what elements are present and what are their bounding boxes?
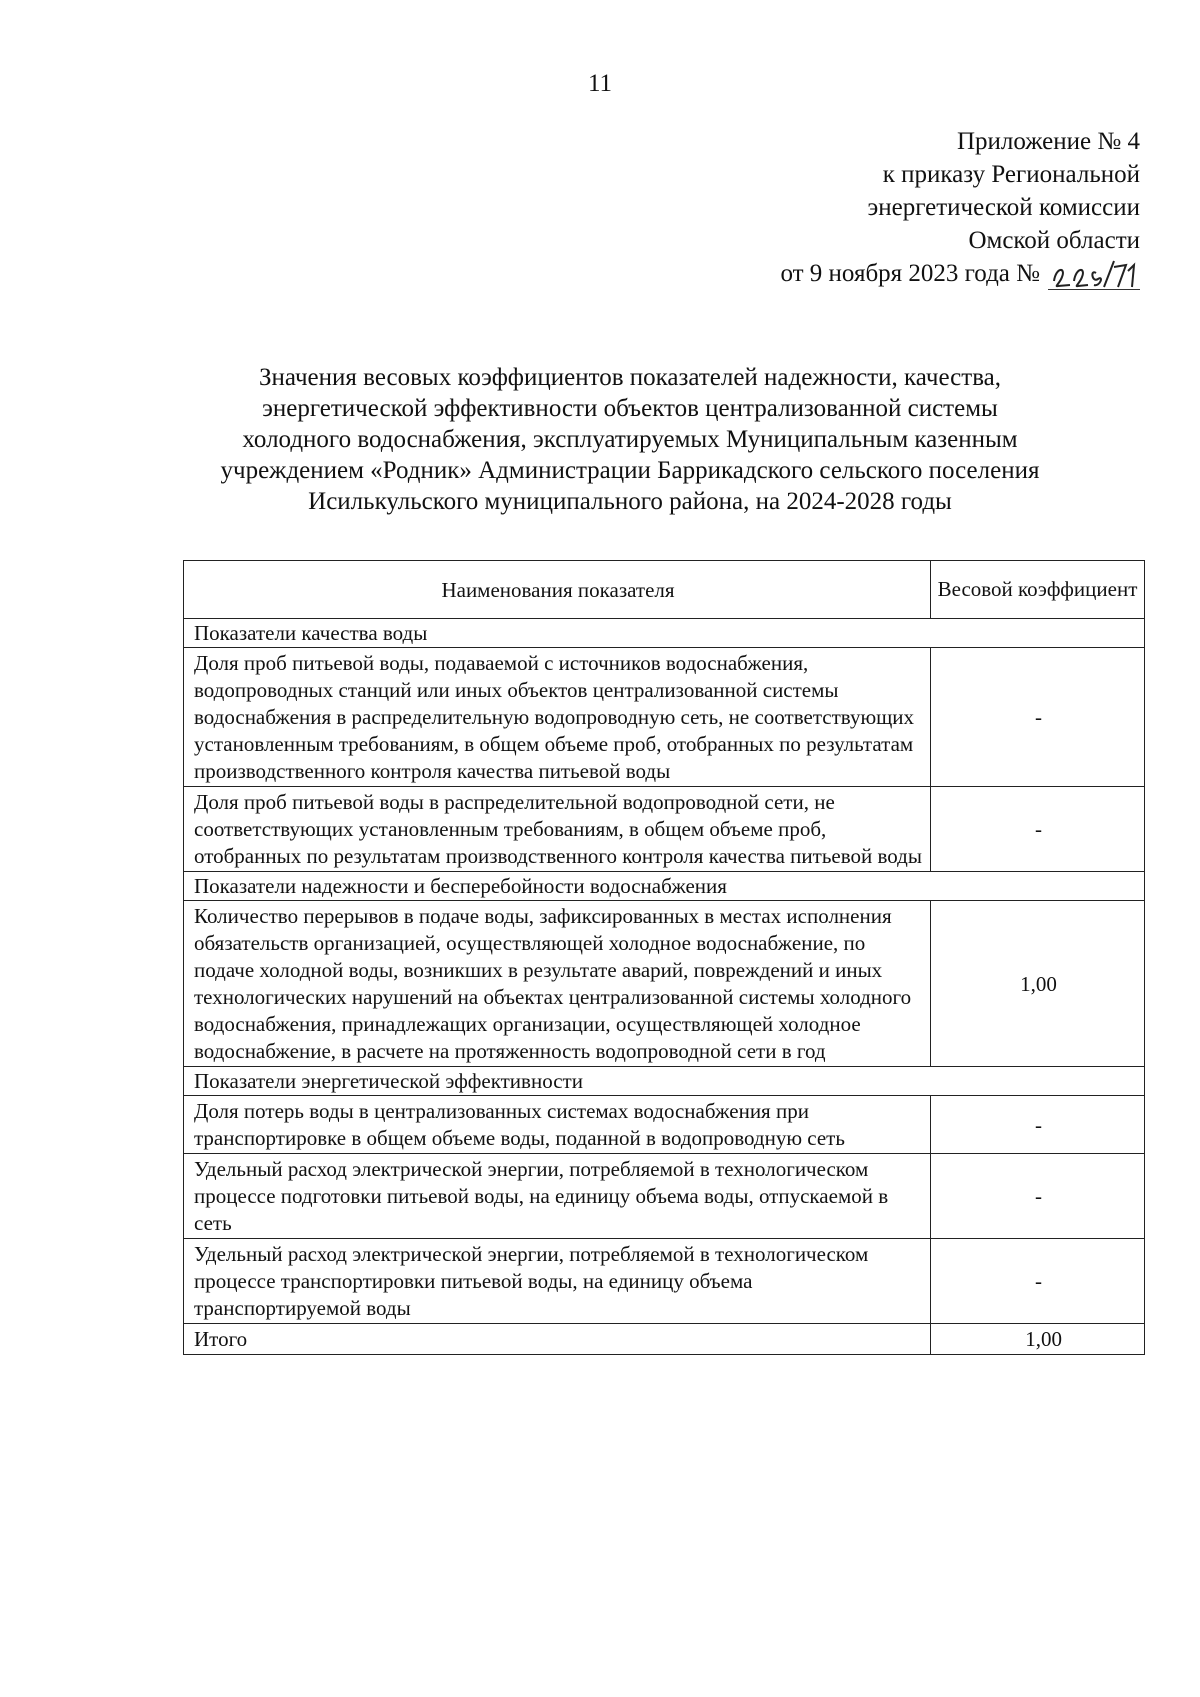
appendix-title: Приложение № 4	[956, 128, 1140, 155]
table-header-row	[184, 561, 1145, 619]
table-row	[184, 1096, 1145, 1154]
total-weight: 1,00	[931, 1324, 1145, 1355]
indicator-weight: -	[931, 1239, 1145, 1324]
document-title-line: холодного водоснабжения, эксплуатируемых Муниципальным казенным	[242, 426, 1018, 453]
appendix-order-date: от 9 ноября 2023 года №	[780, 260, 1040, 287]
section-title-reliability: Показатели надежности и бесперебойности водоснабжения	[184, 872, 1145, 901]
table-row	[184, 787, 1145, 872]
appendix-region: Омской области	[968, 227, 1140, 254]
total-label: Итого	[184, 1324, 931, 1355]
appendix-commission: энергетической комиссии	[867, 194, 1140, 221]
indicator-weight: -	[931, 648, 1145, 787]
indicator-weight: -	[931, 1096, 1145, 1154]
indicator-weight: -	[931, 1154, 1145, 1239]
section-row	[184, 1067, 1145, 1096]
header-weight: Весовой коэффициент	[931, 561, 1145, 619]
handwritten-order-number	[1048, 259, 1140, 290]
appendix-order-ref: к приказу Региональной	[882, 161, 1140, 188]
document-title-line: Значения весовых коэффициентов показателей надежности, качества,	[258, 364, 1002, 391]
total-row	[184, 1324, 1145, 1355]
indicator-weight: -	[931, 787, 1145, 872]
handwritten-order-number-icon	[1048, 257, 1140, 291]
document-title-line: учреждением «Родник» Администрации Баррикадского сельского поселения	[220, 457, 1040, 484]
indicator-name: Доля потерь воды в централизованных системах водоснабжения при транспортировке в общем объеме воды, поданной в водопроводную сеть	[184, 1096, 931, 1154]
indicator-name: Удельный расход электрической энергии, потребляемой в технологическом процессе транспортировки питьевой воды, на единицу объема транспортируемой воды	[184, 1239, 931, 1324]
document-title	[180, 362, 1080, 517]
coefficients-table	[183, 560, 1145, 1355]
table-row	[184, 901, 1145, 1067]
indicator-name: Количество перерывов в подаче воды, зафиксированных в местах исполнения обязательств организацией, осуществляющей холодное водоснабжение, по подаче холодной воды, возникших в результате аварий, повреждений и иных технологических нарушений на объектах централизованной системы холодного водоснабжения, принадлежащих организации, осуществляющей холодное водоснабжение, в расчете на протяженность водопроводной сети в год	[184, 901, 931, 1067]
appendix-block	[780, 125, 1140, 290]
document-title-line: энергетической эффективности объектов централизованной системы	[262, 395, 998, 422]
section-row	[184, 872, 1145, 901]
section-title-energy: Показатели энергетической эффективности	[184, 1067, 1145, 1096]
table-row	[184, 648, 1145, 787]
section-row	[184, 619, 1145, 648]
table-row	[184, 1239, 1145, 1324]
table-row	[184, 1154, 1145, 1239]
appendix-order-date-line	[780, 257, 1140, 290]
indicator-name: Доля проб питьевой воды, подаваемой с источников водоснабжения, водопроводных станций или иных объектов централизованной системы водоснабжения в распределительную водопроводную сеть, не соответствующих установленным требованиям, в общем объеме проб, отобранных по результатам производственного контроля качества питьевой воды	[184, 648, 931, 787]
indicator-weight: 1,00	[931, 901, 1145, 1067]
indicator-name: Удельный расход электрической энергии, потребляемой в технологическом процессе подготовки питьевой воды, на единицу объема воды, отпускаемой в сеть	[184, 1154, 931, 1239]
page-number: 11	[587, 70, 613, 97]
indicator-name: Доля проб питьевой воды в распределительной водопроводной сети, не соответствующих установленным требованиям, в общем объеме проб, отобранных по результатам производственного контроля качества питьевой воды	[184, 787, 931, 872]
section-title-quality: Показатели качества воды	[184, 619, 1145, 648]
document-title-line: Исилькульского муниципального района, на 2024-2028 годы	[308, 488, 952, 515]
header-indicator-name: Наименования показателя	[184, 561, 931, 619]
